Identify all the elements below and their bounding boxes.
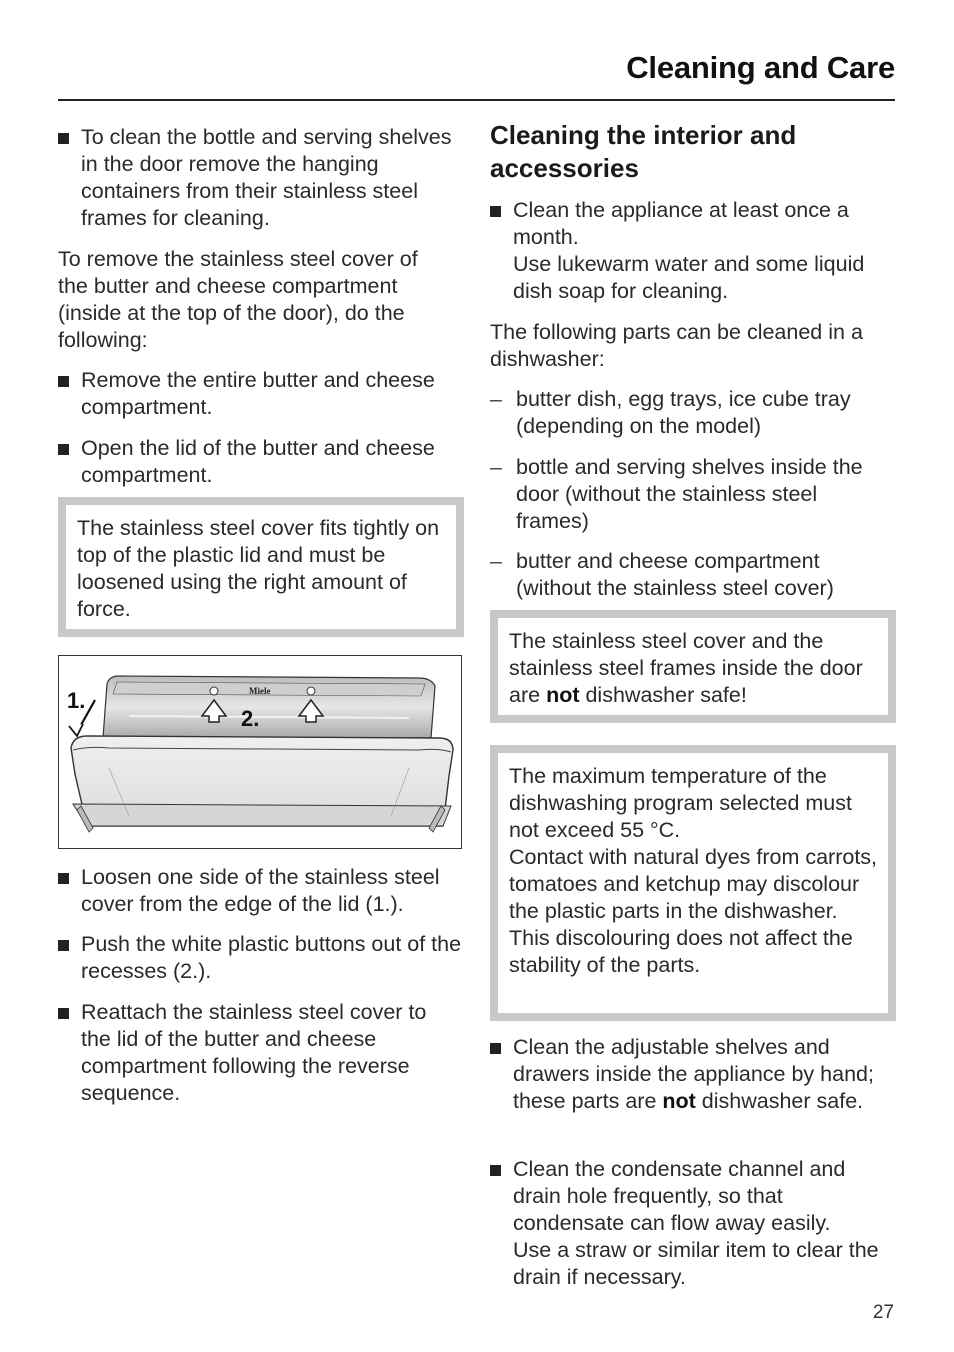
section-heading: Cleaning the interior and accessories <box>490 120 797 183</box>
note-text: The stainless steel cover and the stainless steel frames inside the door are not dishwasher safe! <box>509 629 863 707</box>
figure-butter-compartment <box>58 655 462 849</box>
bullet-open-lid: Open the lid of the butter and cheese compartment. <box>58 435 466 489</box>
bullet-push-buttons: Push the white plastic buttons out of the recesses (2.). <box>58 931 466 985</box>
bullet-remove-compartment: Remove the entire butter and cheese compartment. <box>58 367 466 421</box>
dash-item-bottle-shelves: – bottle and serving shelves inside the door (without the stainless steel frames) <box>490 455 863 533</box>
header-divider <box>58 99 895 101</box>
dash-item-butter-compartment: – butter and cheese compartment (without the stainless steel cover) <box>490 549 834 600</box>
bullet-square-icon <box>490 206 501 217</box>
brand-logo: Miele <box>249 686 271 696</box>
bullet-loosen-side: Loosen one side of the stainless steel cover from the edge of the lid (1.). <box>58 864 466 918</box>
note-text: The stainless steel cover fits tightly on top of the plastic lid and must be loosened using the right amount of force. <box>77 516 440 621</box>
bullet-square-icon <box>58 376 69 387</box>
intro-paragraph: To remove the stainless steel cover of the butter and cheese compartment (inside at the top of the door), do the following: <box>58 247 418 352</box>
page-title: Cleaning and Care <box>626 50 895 85</box>
bullet-square-icon <box>58 444 69 455</box>
butter-compartment-illustration <box>59 656 462 849</box>
bullet-clean-shelves-by-hand: Clean the adjustable shelves and drawers inside the appliance by hand; these parts are not dishwasher safe. <box>490 1034 896 1115</box>
note-text: The maximum temperature of the dishwashing program selected must not exceed 55 °C. Contact with natural dyes from carrots, tomatoes and ketchup may discolour the plastic parts in the dishwasher. This discolouring does not affect the stability of the parts. <box>509 764 878 977</box>
bullet-square-icon <box>58 940 69 951</box>
dishwasher-intro: The following parts can be cleaned in a dishwasher: <box>490 320 863 371</box>
bullet-remove-containers: To clean the bottle and serving shelves in the door remove the hanging containers from their stainless steel frames for cleaning. <box>58 124 463 232</box>
bullet-clean-monthly: Clean the appliance at least once a month. Use lukewarm water and some liquid dish soap for cleaning. <box>490 197 896 305</box>
bullet-square-icon <box>58 133 69 144</box>
note-box-cover-tight <box>58 497 464 637</box>
dash-item-butter-dish: – butter dish, egg trays, ice cube tray (depending on the model) <box>490 387 851 438</box>
step-1-label: 1. <box>67 688 86 713</box>
bullet-square-icon <box>490 1043 501 1054</box>
bullet-clean-condensate: Clean the condensate channel and drain hole frequently, so that condensate can flow away easily. Use a straw or similar item to clear the drain if necessary. <box>490 1156 896 1291</box>
bullet-square-icon <box>490 1165 501 1176</box>
bullet-square-icon <box>58 1008 69 1019</box>
note-box-max-temperature <box>490 745 896 1021</box>
bullet-reattach-cover: Reattach the stainless steel cover to the lid of the butter and cheese compartment following the reverse sequence. <box>58 999 456 1107</box>
page-number: 27 <box>872 1302 894 1323</box>
note-box-not-dishwasher-safe <box>490 610 896 723</box>
step-2-label: 2. <box>241 706 260 731</box>
bullet-square-icon <box>58 873 69 884</box>
